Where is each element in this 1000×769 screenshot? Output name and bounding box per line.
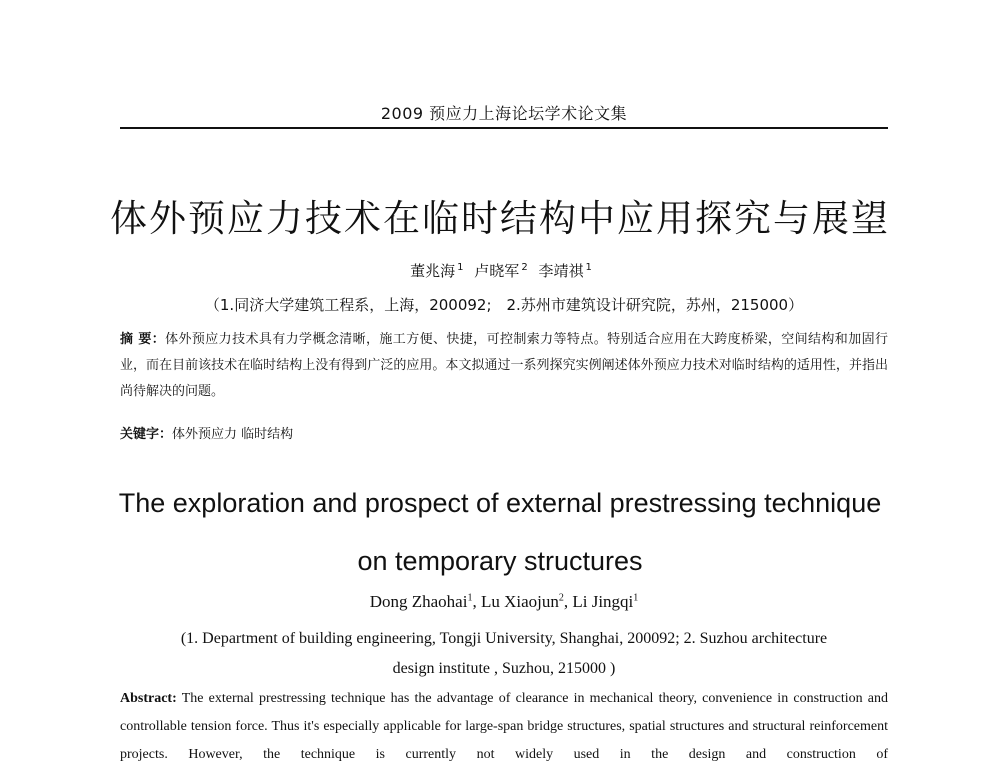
author-name: Li Jingqi — [572, 592, 634, 611]
author-separator: , — [472, 592, 481, 611]
author-separator: , — [563, 592, 573, 611]
chinese-title: 体外预应力技术在临时结构中应用探究与展望 — [110, 197, 890, 240]
author-name: Lu Xiaojun — [480, 592, 559, 611]
author-affiliation-marker: 1 — [457, 262, 464, 273]
chinese-authors — [120, 260, 888, 281]
english-authors — [120, 592, 888, 612]
chinese-keywords-label: 关键字： — [120, 427, 173, 442]
english-affiliation — [120, 624, 888, 684]
running-header: 2009 预应力上海论坛学术论文集 — [380, 104, 628, 123]
author-affiliation-marker: 2 — [558, 592, 564, 604]
author-name: Dong Zhaohai — [369, 592, 468, 611]
english-title-line: The exploration and prospect of external prestressing technique — [118, 488, 882, 518]
author-name: 董兆海 — [410, 262, 456, 280]
english-title — [40, 474, 960, 590]
author-name: 李靖祺 — [538, 262, 584, 280]
author-affiliation-marker: 1 — [585, 262, 592, 273]
chinese-abstract-label: 摘 要： — [120, 332, 166, 347]
english-abstract — [120, 685, 888, 769]
english-affiliation-line: (1. Department of building engineering, Tongji University, Shanghai, 200092; 2. Suzhou architecture — [180, 630, 828, 647]
chinese-abstract-text: 体外预应力技术具有力学概念清晰，施工方便、快捷，可控制索力等特点。特别适合应用在大跨度桥梁，空间结构和加固行业，而在目前该技术在临时结构上没有得到广泛的应用。本文拟通过一系列探究实例阐述体外预应力技术对临时结构的适用性，并指出尚待解决的问题。 — [120, 332, 888, 399]
english-affiliation-line: design institute , Suzhou, 215000 ) — [392, 660, 616, 677]
chinese-abstract — [120, 327, 888, 405]
chinese-affiliation: （1.同济大学建筑工程系，上海，200092; 2.苏州市建筑设计研究院，苏州，215000） — [204, 296, 804, 314]
english-title-line: on temporary structures — [357, 546, 643, 576]
author-affiliation-marker: 1 — [633, 592, 639, 604]
english-abstract-label: Abstract: — [120, 691, 177, 706]
author-affiliation-marker: 2 — [521, 262, 528, 273]
chinese-keywords-text: 体外预应力 临时结构 — [172, 427, 294, 442]
header-rule — [120, 127, 888, 129]
author-name: 卢晓军 — [474, 262, 520, 280]
chinese-keywords — [120, 423, 888, 442]
english-abstract-text: The external prestressing technique has the advantage of clearance in mechanical theory, convenience in construction and controllable tension force. Thus it's especially applicable for large-span bridge structures, spatial structures and structural reinforcement projects. However, the technique is currently not widely used in the design and construction of — [120, 691, 888, 762]
author-affiliation-marker: 1 — [467, 592, 473, 604]
